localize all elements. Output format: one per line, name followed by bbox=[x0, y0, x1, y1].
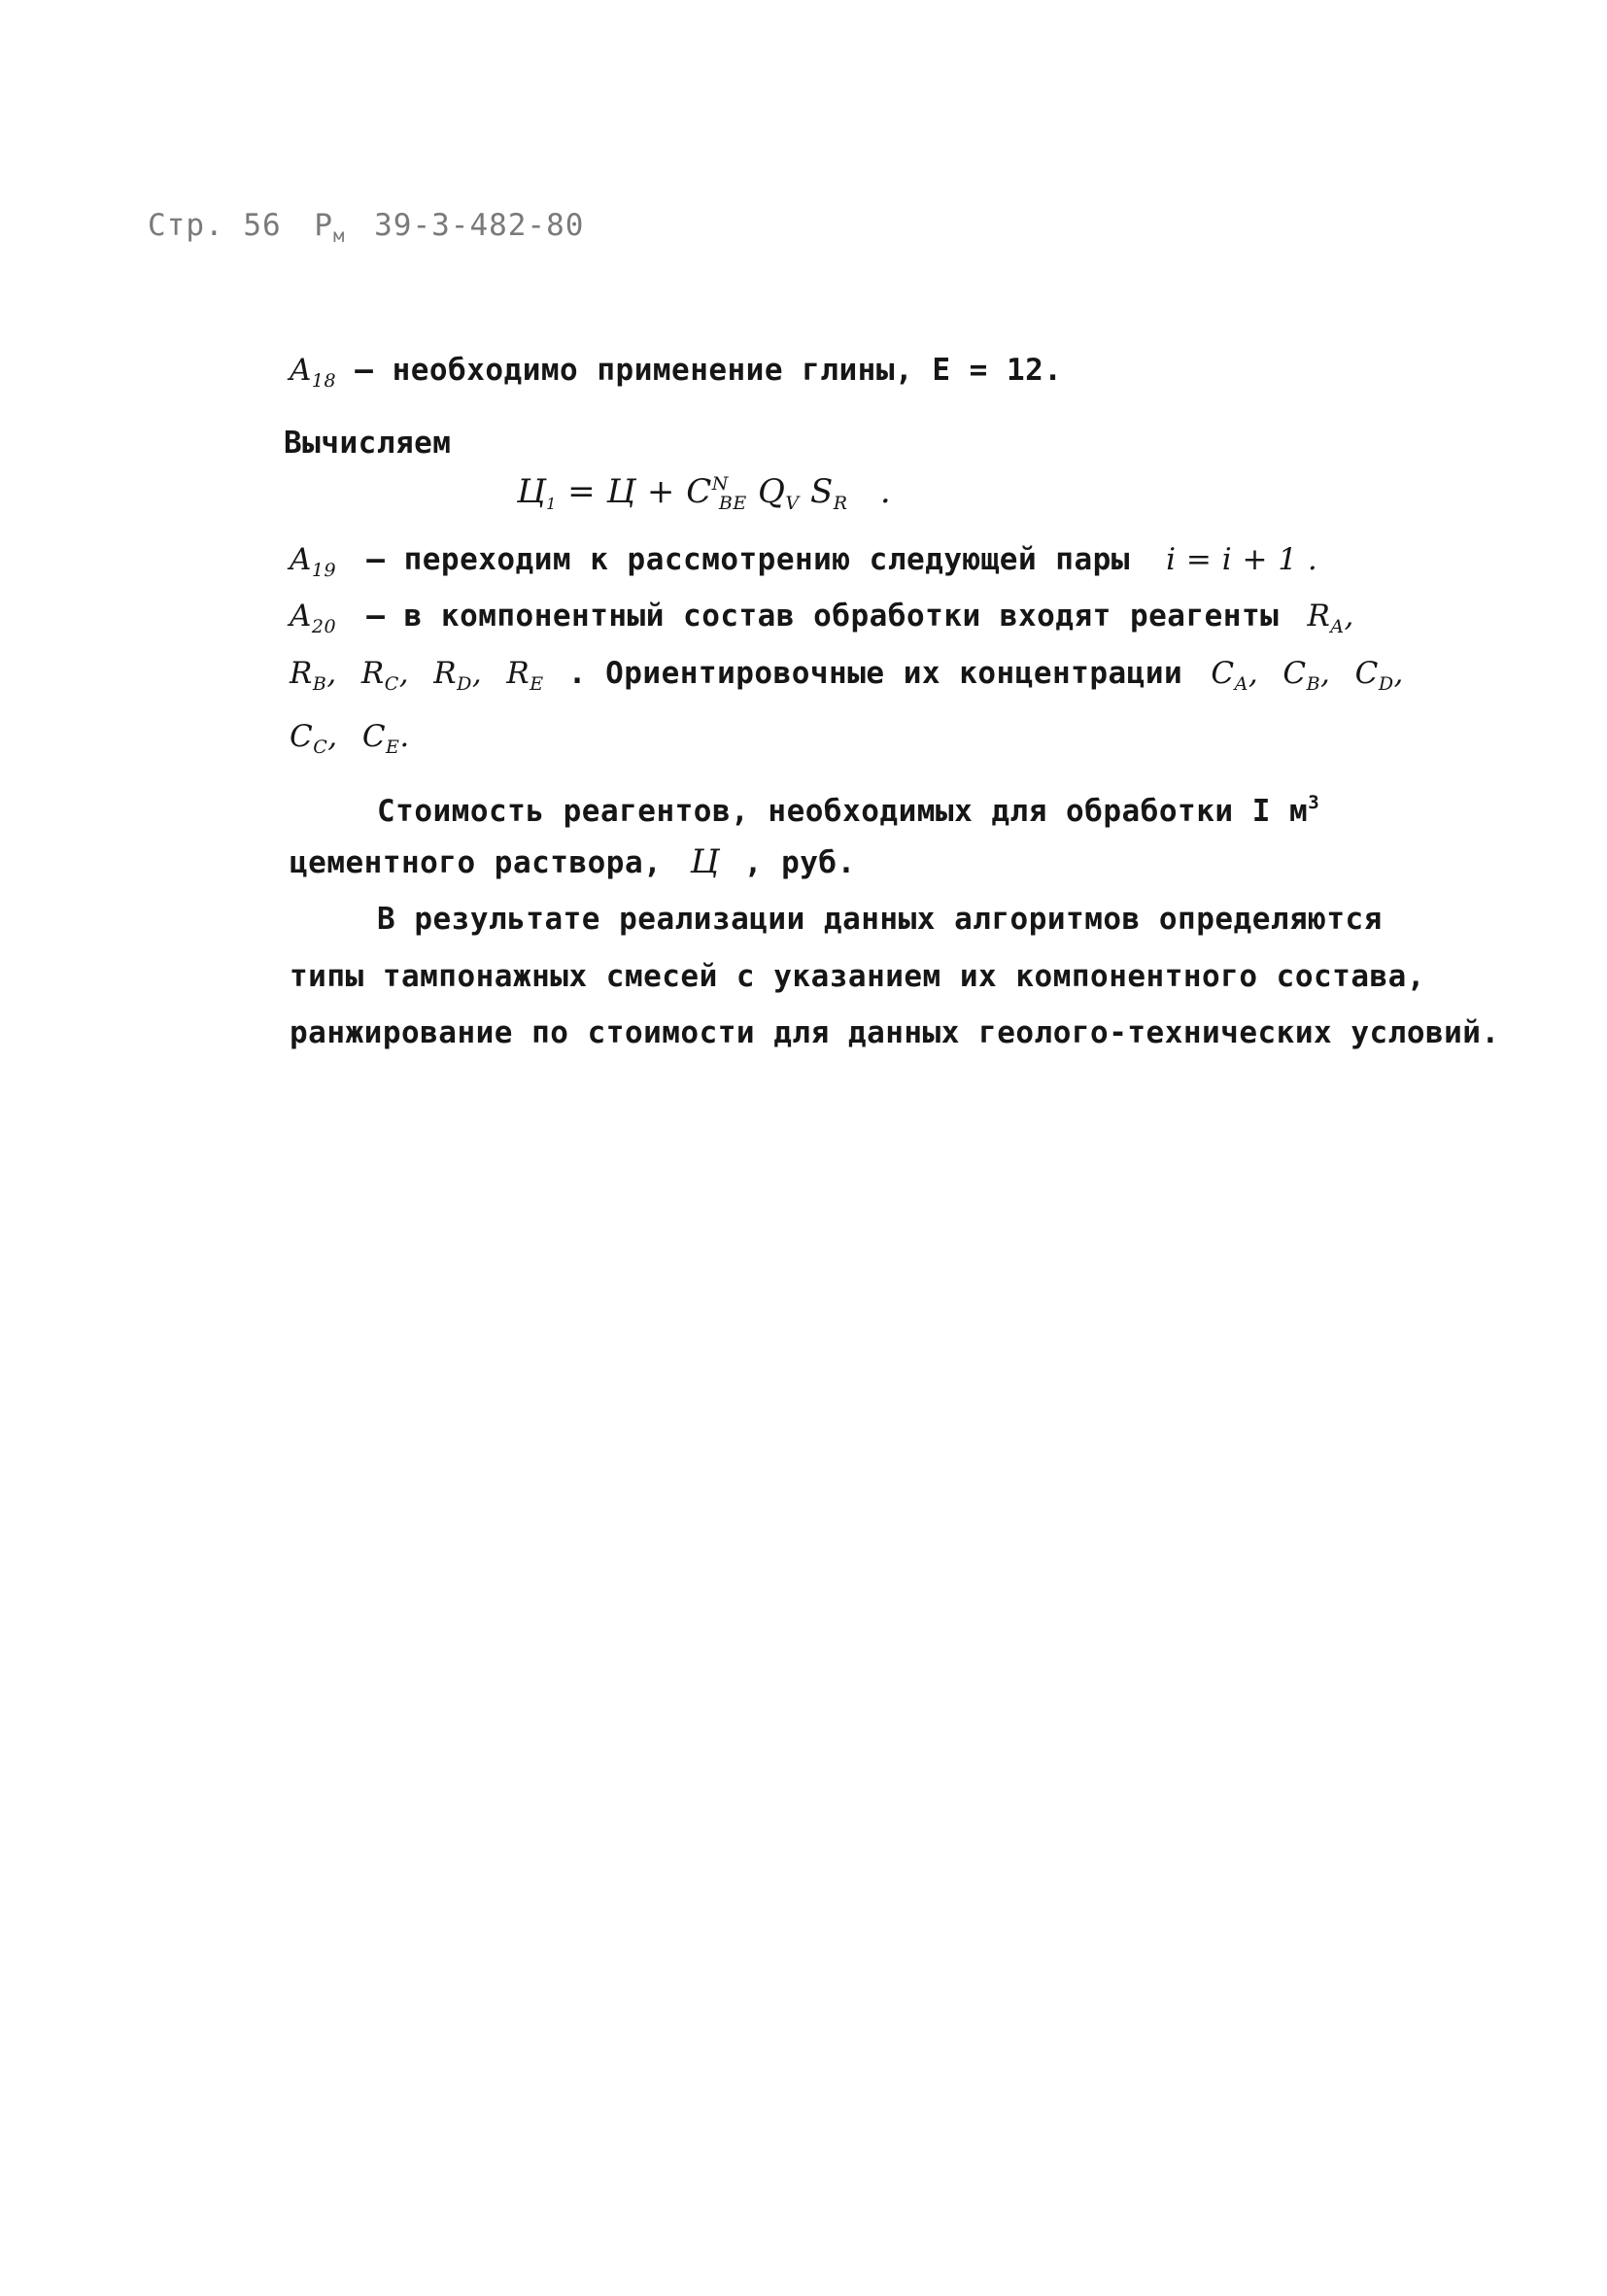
a20-symbol-sub: 20 bbox=[311, 616, 337, 637]
reagent-re: R bbox=[506, 656, 530, 691]
page-label: Стр. 56 bbox=[148, 208, 282, 243]
formula-c: Ц + bbox=[606, 472, 675, 511]
reagent-ra-end: , bbox=[1344, 599, 1354, 634]
item-a20 bbox=[290, 597, 1354, 646]
item-a19 bbox=[290, 540, 1317, 590]
paragraph2-line2: типы тампонажных смесей с указанием их компонентного состава, bbox=[290, 959, 1425, 994]
reagents-text: . Ориентировочные их концентрации bbox=[567, 656, 1183, 691]
a19-text: – переходим к рассмотрению следующей пары bbox=[366, 542, 1130, 577]
reagent-re-sub: E bbox=[530, 673, 544, 695]
reagent-ra: R bbox=[1307, 599, 1331, 634]
paragraph1-line2 bbox=[290, 842, 856, 882]
reagent-rd-end: , bbox=[471, 656, 483, 691]
formula-cbase: C bbox=[686, 472, 712, 511]
conc-cb-sub: B bbox=[1306, 673, 1321, 695]
reagent-rb-sub: B bbox=[312, 673, 327, 695]
reagent-rb: R bbox=[290, 656, 313, 691]
conc-ce-end: . bbox=[399, 719, 410, 754]
conc-cd: C bbox=[1354, 656, 1379, 691]
reagent-rd-sub: D bbox=[457, 673, 472, 695]
conc-ca-sub: A bbox=[1234, 673, 1248, 695]
formula-csub: BE bbox=[718, 493, 747, 514]
formula-eq: = bbox=[567, 472, 597, 511]
formula-s: S bbox=[809, 472, 834, 511]
reagent-rd: R bbox=[433, 656, 458, 691]
a18-symbol: A bbox=[290, 353, 312, 388]
conc-cc-sub: C bbox=[313, 737, 328, 758]
paragraph1-line1-sup: 3 bbox=[1308, 792, 1320, 813]
doc-code-sub: м bbox=[333, 225, 346, 247]
a18-symbol-sub: 18 bbox=[311, 370, 337, 392]
paragraph1-symbol: Ц bbox=[690, 842, 720, 881]
formula-lhs: Ц bbox=[517, 472, 547, 511]
page-header bbox=[148, 208, 584, 247]
doc-code: Р bbox=[314, 208, 333, 243]
formula-qsub: V bbox=[785, 493, 800, 514]
conc-ca-end: , bbox=[1248, 656, 1259, 691]
a19-formula: i = i + 1 . bbox=[1166, 542, 1318, 577]
conc-ca: C bbox=[1211, 656, 1235, 691]
a20-text: – в компонентный состав обработки входят реагенты bbox=[366, 599, 1280, 634]
conc-ce: C bbox=[361, 719, 387, 754]
a19-symbol-sub: 19 bbox=[311, 560, 337, 581]
formula-q: Q bbox=[758, 472, 786, 511]
paragraph2-line3: ранжирование по стоимости для данных геолого-технических условий. bbox=[290, 1015, 1500, 1050]
a18-text: – необходимо применение глины, Е = 12. bbox=[355, 353, 1063, 388]
formula-end: . bbox=[879, 472, 892, 511]
item-a18 bbox=[290, 351, 1062, 400]
reagent-rc-end: , bbox=[398, 656, 410, 691]
paragraph1-line1 bbox=[377, 783, 1319, 831]
paragraph1-line2-b: , руб. bbox=[743, 845, 856, 880]
conc-cb-end: , bbox=[1320, 656, 1331, 691]
reagent-rb-end: , bbox=[326, 656, 337, 691]
conc-cd-sub: D bbox=[1378, 673, 1394, 695]
a20-symbol: A bbox=[290, 599, 312, 634]
paragraph2-line1: В результате реализации данных алгоритмов определяются bbox=[377, 902, 1383, 937]
reagent-rc: R bbox=[360, 656, 385, 691]
reagents-line bbox=[290, 654, 1404, 703]
conc-cc-end: , bbox=[327, 719, 338, 754]
formula-csup: N bbox=[711, 473, 729, 495]
reagent-rc-sub: C bbox=[384, 673, 399, 695]
conc-ce-sub: E bbox=[386, 737, 400, 758]
paragraph1-line1-text: Стоимость реагентов, необходимых для обработки I м bbox=[377, 794, 1309, 829]
conc-cc: C bbox=[290, 719, 314, 754]
concentrations-line bbox=[290, 717, 410, 767]
formula-ssub: R bbox=[833, 493, 848, 514]
paragraph1-line2-a: цементного раствора, bbox=[290, 845, 663, 880]
doc-number: 39-3-482-80 bbox=[374, 208, 585, 243]
a19-symbol: A bbox=[290, 542, 312, 577]
calc-label: Вычисляем bbox=[284, 426, 452, 461]
reagent-ra-sub: A bbox=[1330, 616, 1345, 637]
conc-cb: C bbox=[1282, 656, 1307, 691]
conc-cd-end: , bbox=[1393, 656, 1404, 691]
cost-formula: $Ц_1 = Ц + C^N_{BE}$ $Q_V$ $S_R$ . bbox=[517, 472, 892, 514]
